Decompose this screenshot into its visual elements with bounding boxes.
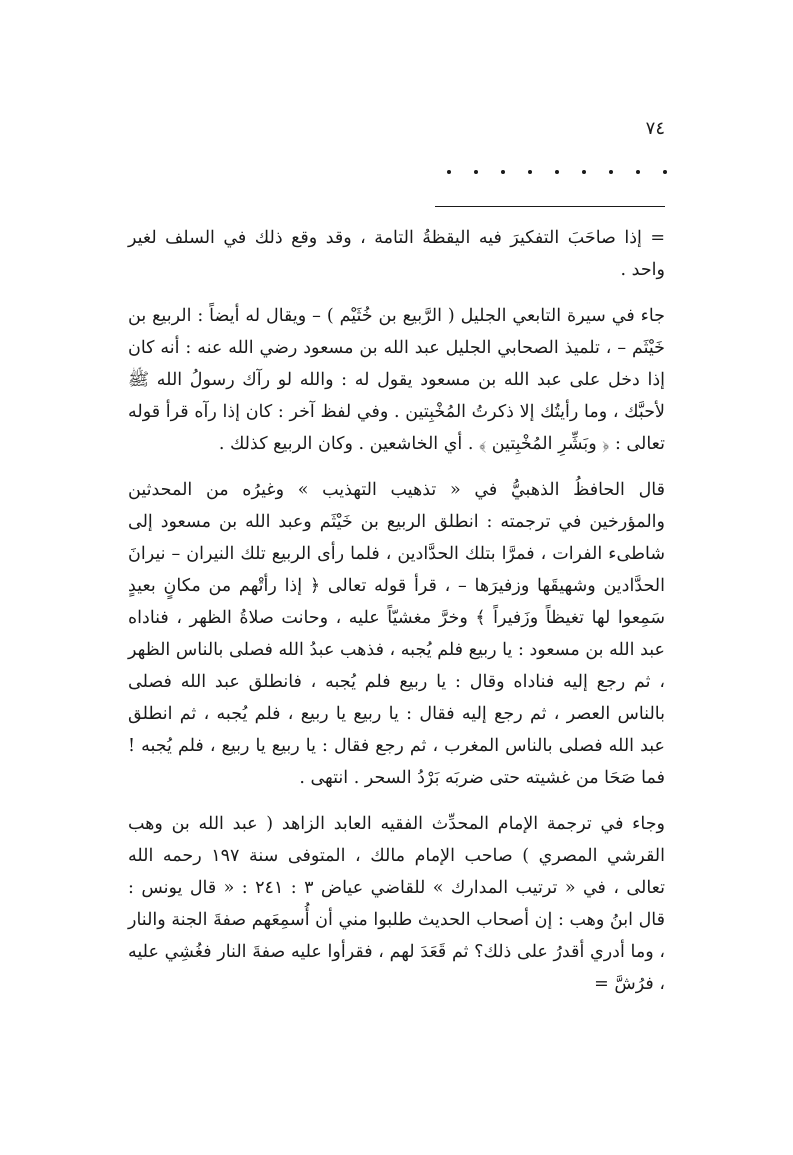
paragraph-rabi-biography: جاء في سيرة التابعي الجليل ( الرَّبيع بن خُثَيْم ) – ويقال له أيضاً : الربيع بن خَيْثَم – ، تلميذ الصحابي الجليل عبد الله بن مسعود رضي الله عنه : أنه كان إذا دخل على عبد الله بن مسعود يقول له : والله لو رآك رسولُ الله ﷺ لأحبَّك ، وما رأيتُك إلا ذكرتُ المُخْبِتين . وفي لفظ آخر : كان إذا رآه قرأ قوله تعالى : ﴿ وبَشِّرِ المُخْبِتين ﴾ . أي الخاشعين . وكان الربيع كذلك . [128, 306, 665, 454]
body-text [128, 222, 665, 1000]
ellipsis-dots [447, 170, 667, 174]
dot [609, 170, 613, 174]
dot [582, 170, 586, 174]
paragraph-ibn-wahb: وجاء في ترجمة الإمام المحدِّث الفقيه العابد الزاهد ( عبد الله بن وهب القرشي المصري ) صاحب الإمام مالك ، المتوفى سنة ١٩٧ رحمه الله تعالى ، في « ترتيب المدارك » للقاضي عياض ٣ : ٢٤١ : « قال يونس : قال ابنُ وهب : إن أصحاب الحديث طلبوا مني أن أُسمِعَهم صفةَ الجنة والنار ، وما أدري أقدرُ على ذلك؟ ثم قَعَدَ لهم ، فقرأوا عليه صفةَ النار فغُشِي عليه ، فرُشَّ = [128, 814, 665, 994]
footnote-divider [435, 206, 665, 207]
dot [636, 170, 640, 174]
dot [474, 170, 478, 174]
page-number: ٧٤ [645, 118, 665, 139]
dot [501, 170, 505, 174]
dot [447, 170, 451, 174]
dot [528, 170, 532, 174]
dot [663, 170, 667, 174]
footnote-continuation: = إذا صاحَبَ التفكيرَ فيه اليقظةُ التامة ، وقد وقع ذلك في السلف لغير واحد . [128, 228, 665, 280]
paragraph-dhahabi-account: قال الحافظُ الذهبيُّ في « تذهيب التهذيب » وغيرُه من المحدثين والمؤرخين في ترجمته : انطلق الربيع بن خَيْثَم وعبد الله بن مسعود إلى شاطىء الفرات ، فمرَّا بتلك الحدَّادين ، فلما رأى الربيع تلك النيران – نيرانَ الحدَّادين وشهيقَها وزفيرَها – ، قرأ قوله تعالى ﴿ إذا رأتْهم من مكانٍ بعيدٍ سَمِعوا لها تغيظاً وزَفيراً ﴾ وخرَّ مغشيّاً عليه ، وحانت صلاةُ الظهر ، فناداه عبد الله بن مسعود : يا ربيع فلم يُجبه ، فذهب عبدُ الله فصلى بالناس الظهر ، ثم رجع إليه فناداه وقال : يا ربيع فلم يُجبه ، فانطلق عبد الله فصلى بالناس العصر ، ثم رجع إليه فقال : يا ربيع يا ربيع ، فلم يُجبه ، ثم انطلق عبد الله فصلى بالناس المغرب ، ثم رجع فقال : يا ربيع يا ربيع ، فلم يُجبه ! فما صَحَا من غشيته حتى ضربَه بَرْدُ السحر . انتهى . [128, 480, 665, 788]
dot [555, 170, 559, 174]
